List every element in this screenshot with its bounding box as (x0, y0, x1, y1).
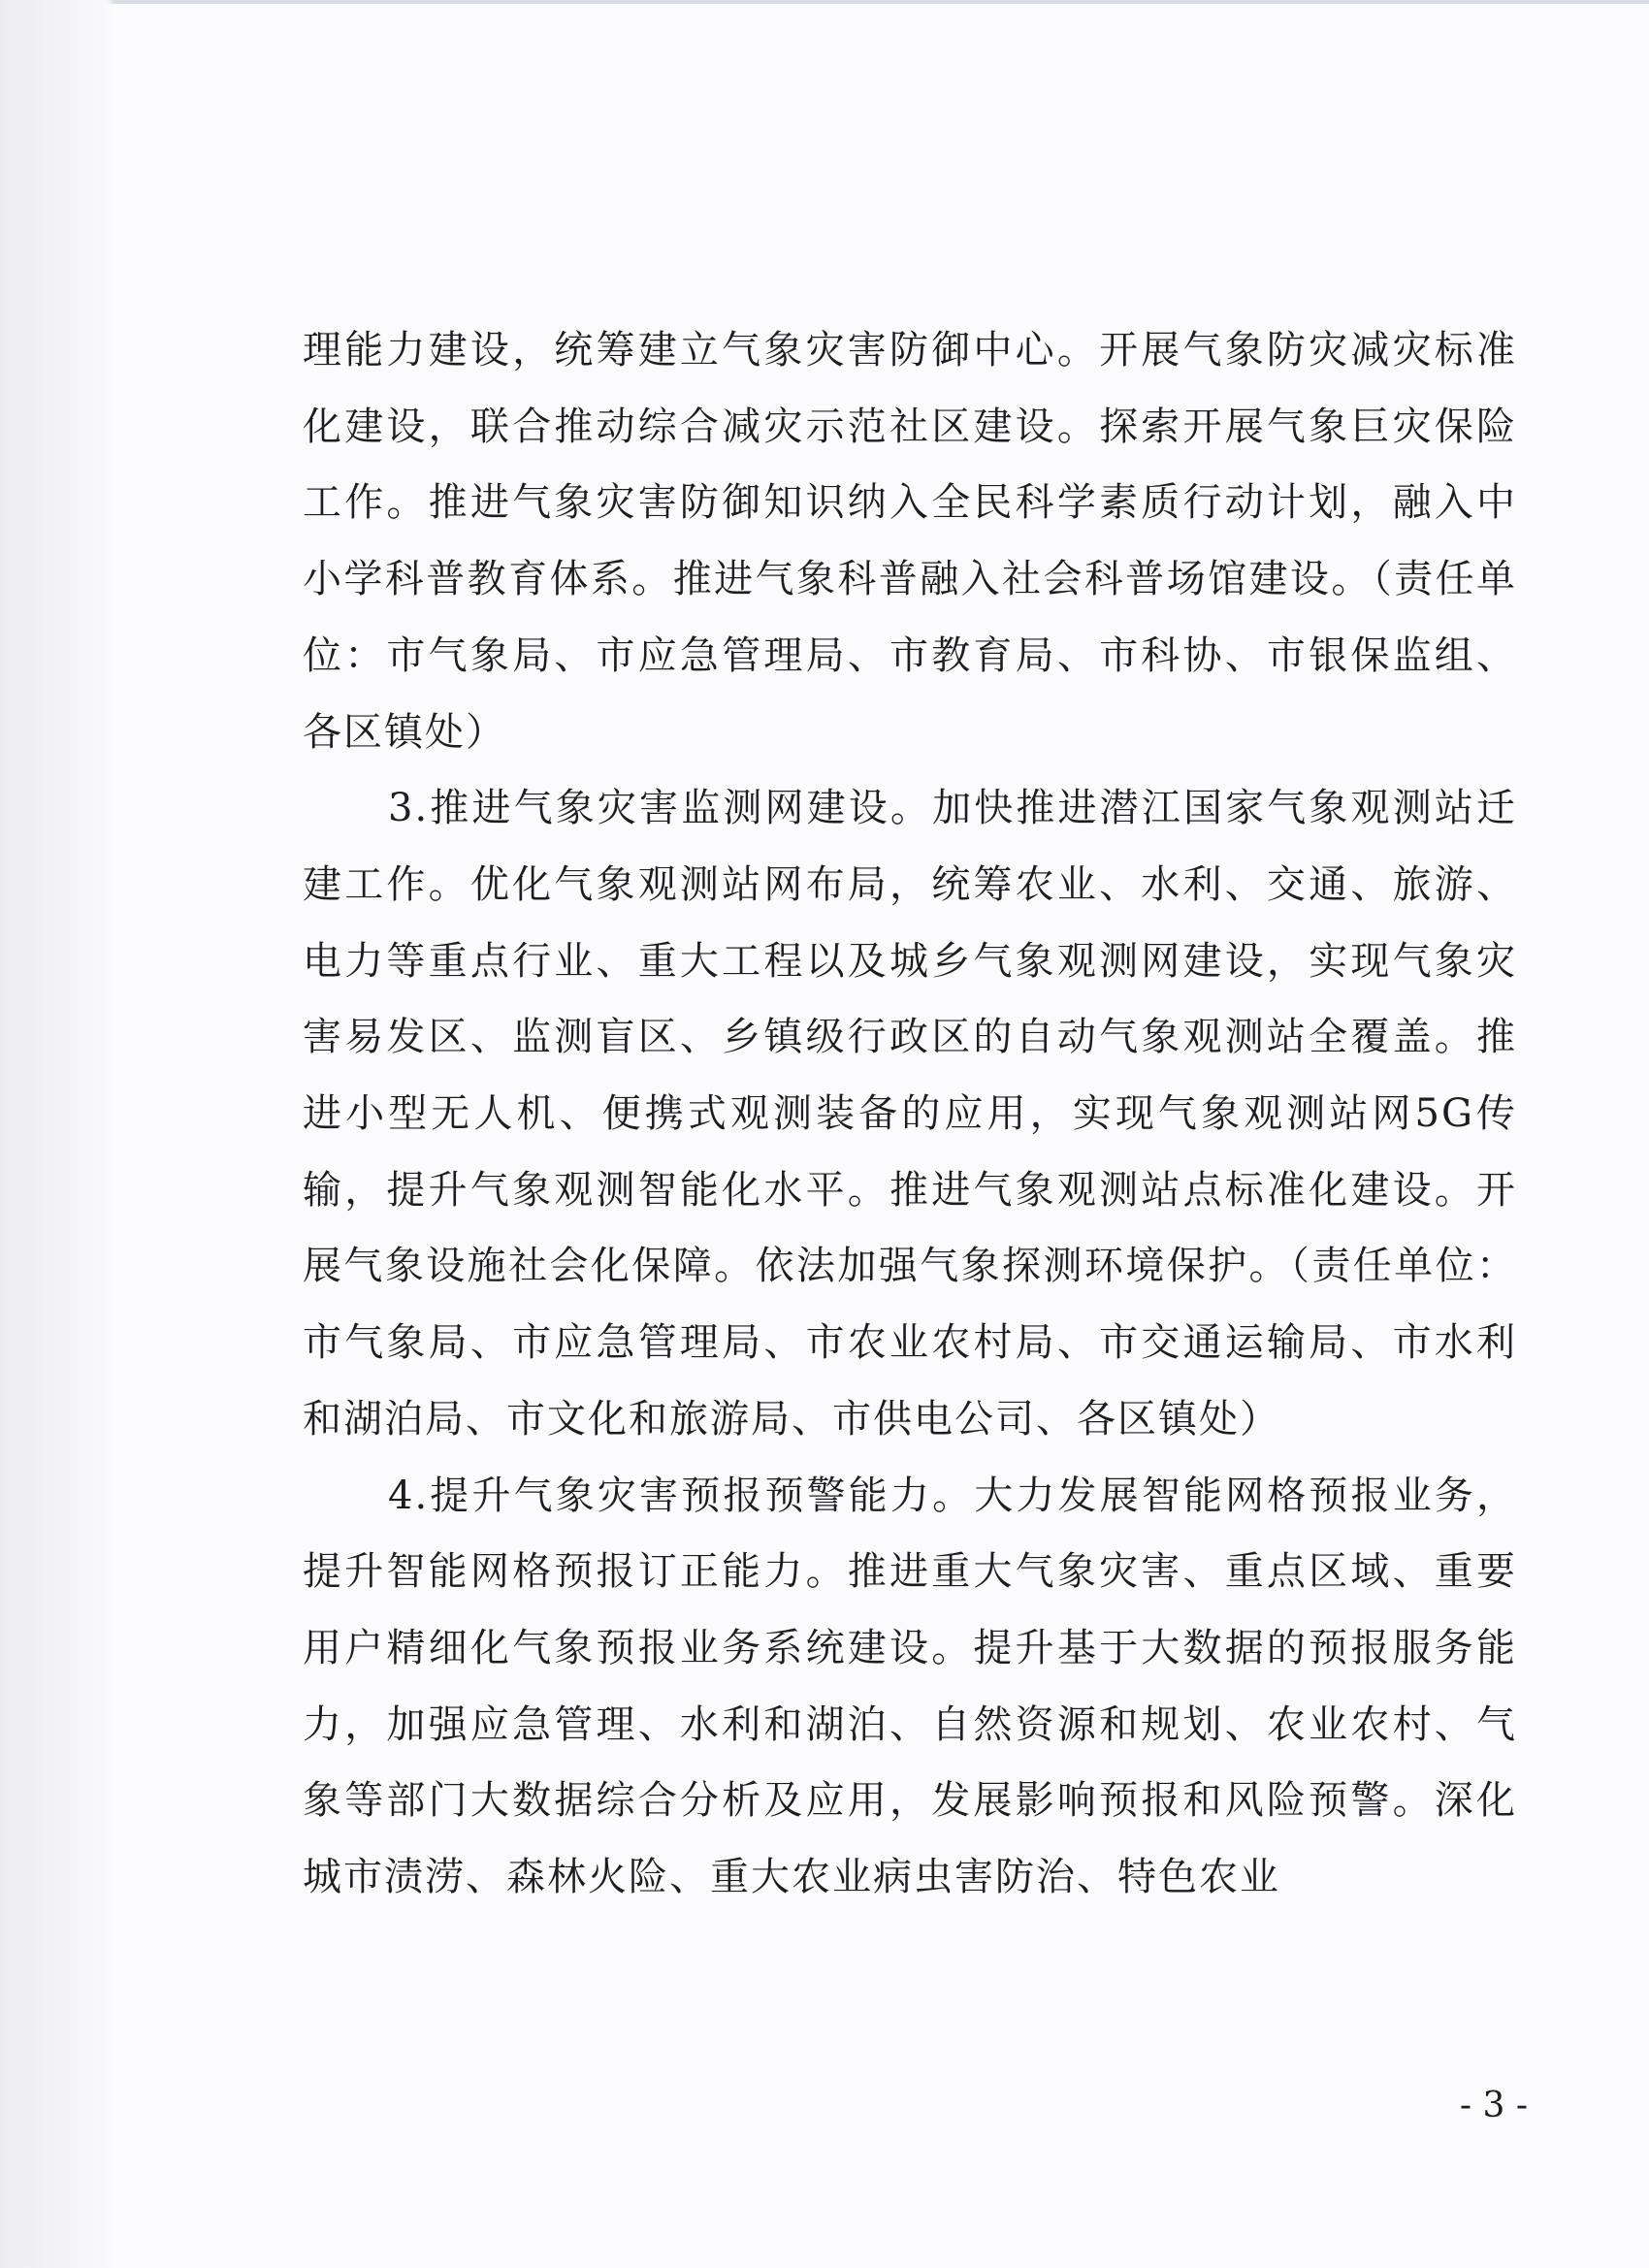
scan-top-edge (0, 0, 1649, 4)
paragraph-forecast-warning: 4.提升气象灾害预报预警能力。大力发展智能网格预报业务，提升智能网格预报订正能力。推进重大气象灾害、重点区域、重要用户精细化气象预报业务系统建设。提升基于大数据的预报服务能力，加强应急管理、水利和湖泊、自然资源和规划、农业农村、气象等部门大数据综合分析及应用，发展影响预报和风险预警。深化城市渍涝、森林火险、重大农业病虫害防治、特色农业 (303, 1473, 1517, 1900)
paragraph-disaster-prevention-capacity: 理能力建设，统筹建立气象灾害防御中心。开展气象防灾减灾标准化建设，联合推动综合减灾示范社区建设。探索开展气象巨灾保险工作。推进气象灾害防御知识纳入全民科学素质行动计划，融入中小学科普教育体系。推进气象科普融入社会科普场馆建设。（责任单位：市气象局、市应急管理局、市教育局、市科协、市银保监组、各区镇处） (303, 328, 1517, 755)
page-number: - 3 - (1459, 2086, 1528, 2125)
body-text (303, 312, 1517, 1916)
paragraph-monitoring-network: 3.推进气象灾害监测网建设。加快推进潜江国家气象观测站迁建工作。优化气象观测站网布局，统筹农业、水利、交通、旅游、电力等重点行业、重大工程以及城乡气象观测网建设，实现气象灾害易发区、监测盲区、乡镇级行政区的自动气象观测站全覆盖。推进小型无人机、便携式观测装备的应用，实现气象观测站网5G传输，提升气象观测智能化水平。推进气象观测站点标准化建设。开展气象设施社会化保障。依法加强气象探测环境保护。（责任单位：市气象局、市应急管理局、市农业农村局、市交通运输局、市水利和湖泊局、市文化和旅游局、市供电公司、各区镇处） (303, 786, 1517, 1442)
scan-left-shadow (0, 0, 114, 2268)
